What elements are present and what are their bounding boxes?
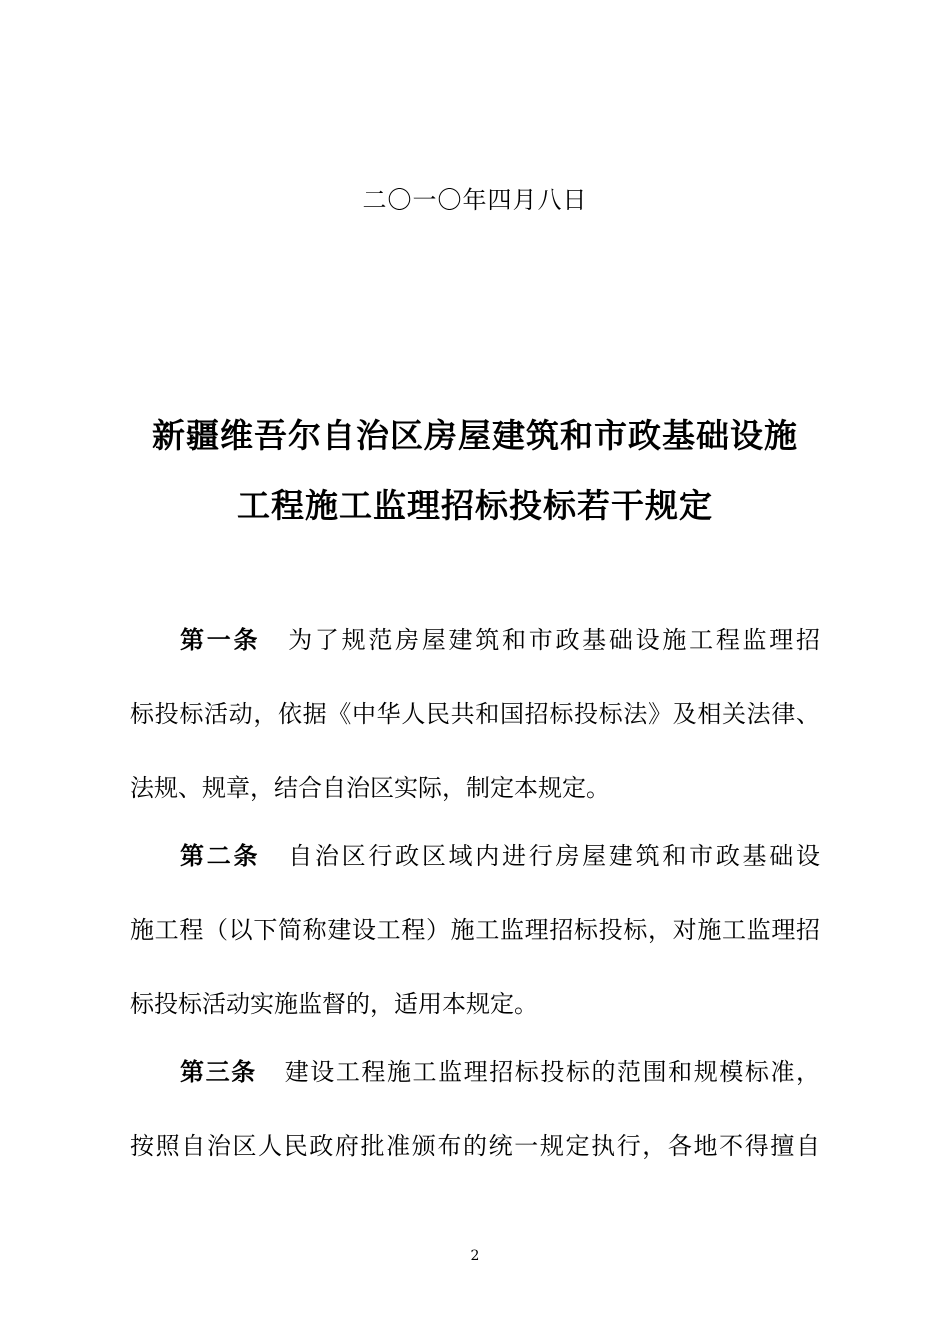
article-1-text-1: 为了规范房屋建筑和市政基础设施工程监理招: [288, 626, 821, 654]
article-3-line-1: [180, 1052, 820, 1087]
document-title-line-1: 新疆维吾尔自治区房屋建筑和市政基础设施: [152, 416, 798, 455]
article-2-label: 第二条: [180, 842, 261, 870]
document-date: 二〇一〇年四月八日: [362, 186, 588, 214]
article-2-line-2: 施工程（以下简称建设工程）施工监理招标投标，对施工监理招: [130, 916, 820, 944]
page-number: 2: [470, 1248, 480, 1264]
article-1-line-3: 法规、规章，结合自治区实际，制定本规定。: [130, 774, 610, 802]
article-3-line-2: 按照自治区人民政府批准颁布的统一规定执行，各地不得擅自: [130, 1132, 820, 1160]
article-2-line-1: [180, 836, 820, 871]
article-1-line-2: 标投标活动，依据《中华人民共和国招标投标法》及相关法律、: [130, 700, 820, 728]
article-3-text-1: 建设工程施工监理招标投标的范围和规模标准，: [284, 1058, 821, 1086]
article-2-line-3: 标投标活动实施监督的，适用本规定。: [130, 990, 538, 1018]
article-2-text-1: 自治区行政区域内进行房屋建筑和市政基础设: [288, 842, 821, 870]
document-title-line-2: 工程施工监理招标投标若干规定: [237, 486, 713, 525]
article-1-label: 第一条: [180, 626, 261, 654]
article-3-label: 第三条: [180, 1058, 257, 1086]
article-1-line-1: [180, 620, 820, 655]
